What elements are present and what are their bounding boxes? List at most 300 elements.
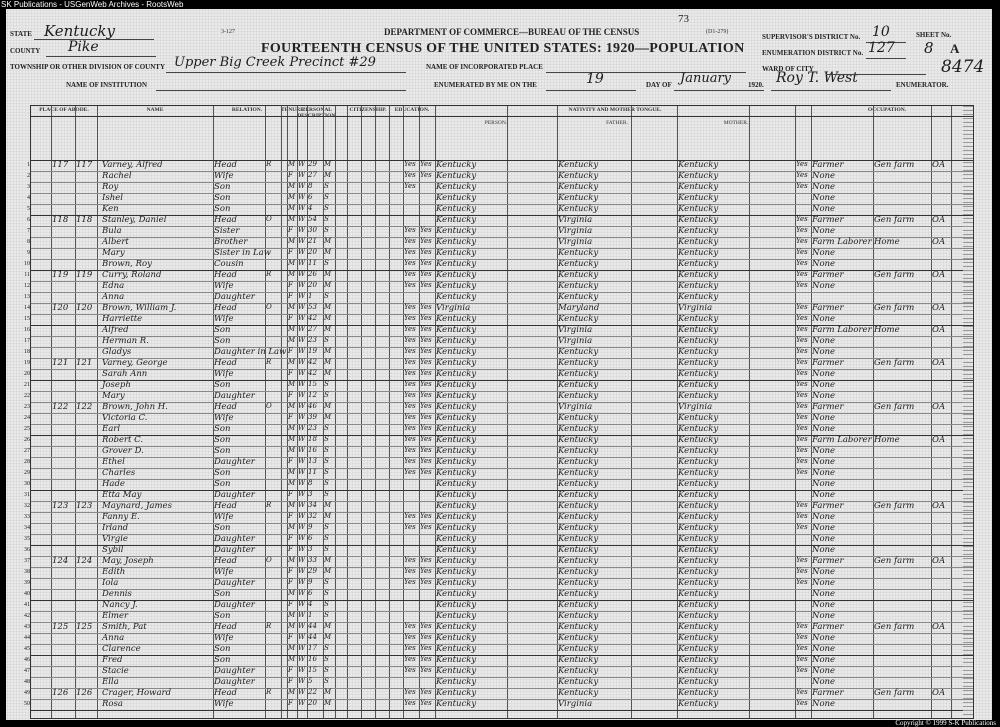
cell-read: Yes: [404, 358, 416, 366]
cell-sex: M: [288, 402, 296, 410]
cell-mbp: Kentucky: [678, 226, 719, 236]
cell-mbp: Kentucky: [678, 358, 719, 368]
cell-age: 22: [308, 688, 317, 696]
cell-mar: M: [324, 303, 332, 311]
cell-occ: None: [812, 182, 836, 192]
cell-fbp: Kentucky: [558, 468, 599, 478]
cell-bp: Kentucky: [436, 402, 477, 412]
cell-race: W: [298, 655, 306, 663]
cell-race: W: [298, 325, 306, 333]
cell-race: W: [298, 468, 306, 476]
cell-write: Yes: [420, 567, 432, 575]
cell-bp: Kentucky: [436, 435, 477, 445]
cell-mbp: Kentucky: [678, 424, 719, 434]
cell-mbp: Kentucky: [678, 600, 719, 610]
cell-read: Yes: [404, 424, 416, 432]
cell-fbp: Virginia: [558, 325, 593, 335]
cell-mar: M: [324, 633, 332, 641]
row-number: 20: [24, 371, 30, 377]
cell-occ: Farm Laborer: [812, 325, 872, 335]
cell-name: May, Joseph: [102, 556, 154, 566]
cell-read: Yes: [404, 303, 416, 311]
enumeration-district-value: 127: [868, 40, 895, 56]
cell-ind: Home: [874, 435, 900, 445]
cell-occ: Farmer: [812, 303, 844, 313]
cell-age: 42: [308, 358, 317, 366]
cell-race: W: [298, 160, 306, 168]
cell-race: W: [298, 501, 306, 509]
cell-mbp: Kentucky: [678, 655, 719, 665]
cell-mbp: Kentucky: [678, 182, 719, 192]
cell-write: Yes: [420, 171, 432, 179]
cell-occ: None: [812, 600, 836, 610]
cell-own: O: [266, 556, 272, 564]
cell-write: Yes: [420, 160, 432, 168]
cell-rel: Wife: [214, 633, 234, 643]
cell-write: Yes: [420, 435, 432, 443]
cell-eng: Yes: [796, 237, 808, 245]
cell-eng: Yes: [796, 556, 808, 564]
cell-dwell: 126: [52, 688, 69, 698]
cell-ind: Gen farm: [874, 270, 915, 280]
cell-mbp: Kentucky: [678, 215, 719, 225]
cell-sex: M: [288, 193, 296, 201]
cell-eng: Yes: [796, 501, 808, 509]
cell-occ: None: [812, 336, 836, 346]
cell-sex: F: [288, 314, 293, 322]
cell-mbp: Kentucky: [678, 369, 719, 379]
cell-name: Roy: [102, 182, 119, 192]
cell-mbp: Kentucky: [678, 446, 719, 456]
cell-mbp: Kentucky: [678, 160, 719, 170]
row-number: 17: [24, 338, 30, 344]
cell-eng: Yes: [796, 413, 808, 421]
cell-write: Yes: [420, 325, 432, 333]
cell-age: 9: [308, 523, 313, 531]
row-number: 3: [27, 184, 30, 190]
cell-fbp: Virginia: [558, 402, 593, 412]
cell-bp: Kentucky: [436, 534, 477, 544]
cell-mar: S: [324, 545, 329, 553]
cell-fam: 118: [76, 215, 93, 225]
cell-mbp: Kentucky: [678, 633, 719, 643]
row-number: 32: [24, 503, 30, 509]
cell-rel: Son: [214, 325, 231, 335]
row-number: 24: [24, 415, 30, 421]
cell-bp: Kentucky: [436, 699, 477, 709]
cell-fbp: Kentucky: [558, 523, 599, 533]
cell-eng: Yes: [796, 358, 808, 366]
cell-mbp: Kentucky: [678, 391, 719, 401]
cell-race: W: [298, 611, 306, 619]
cell-occ: None: [812, 259, 836, 269]
cell-name: Dennis: [102, 589, 132, 599]
row-number: 21: [24, 382, 30, 388]
cell-sex: M: [288, 501, 296, 509]
row-number: 15: [24, 316, 30, 322]
cell-sex: M: [288, 215, 296, 223]
cell-fam: 122: [76, 402, 93, 412]
cell-race: W: [298, 424, 306, 432]
cell-rel: Son: [214, 424, 231, 434]
cell-dwell: 119: [52, 270, 69, 280]
census-sheet: [6, 9, 992, 720]
cell-eng: Yes: [796, 270, 808, 278]
cell-race: W: [298, 336, 306, 344]
cell-mbp: Kentucky: [678, 688, 719, 698]
cell-sex: F: [288, 677, 293, 685]
cell-bp: Kentucky: [436, 622, 477, 632]
cell-name: Ken: [102, 204, 119, 214]
cell-read: Yes: [404, 347, 416, 355]
cell-bp: Kentucky: [436, 281, 477, 291]
cell-sex: F: [288, 347, 293, 355]
cell-ind: Gen farm: [874, 622, 915, 632]
cell-race: W: [298, 699, 306, 707]
cell-age: 30: [308, 226, 317, 234]
cell-mar: M: [324, 567, 332, 575]
enumerator-name: Roy T. West: [776, 70, 858, 86]
row-number: 14: [24, 305, 30, 311]
cell-fbp: Kentucky: [558, 666, 599, 676]
cell-age: 27: [308, 325, 317, 333]
cell-mbp: Virginia: [678, 402, 713, 412]
cell-own: O: [266, 303, 272, 311]
cell-rel: Head: [214, 556, 237, 566]
row-number: 5: [27, 206, 30, 212]
cell-name: Robert C.: [102, 435, 144, 445]
cell-own: R: [266, 160, 272, 168]
month-value: January: [680, 71, 732, 86]
cell-age: 29: [308, 567, 317, 575]
cell-bp: Kentucky: [436, 325, 477, 335]
cell-bp: Kentucky: [436, 259, 477, 269]
margin-tally-strip: [963, 106, 973, 718]
cell-age: 4: [308, 204, 313, 212]
cell-write: Yes: [420, 270, 432, 278]
cell-bp: Kentucky: [436, 633, 477, 643]
cell-occ: None: [812, 545, 836, 555]
cell-race: W: [298, 182, 306, 190]
cell-cls: OA: [932, 325, 946, 335]
cell-bp: Kentucky: [436, 171, 477, 181]
cell-fbp: Kentucky: [558, 633, 599, 643]
cell-bp: Kentucky: [436, 490, 477, 500]
cell-name: Sybil: [102, 545, 124, 555]
cell-cls: OA: [932, 435, 946, 445]
cell-bp: Kentucky: [436, 589, 477, 599]
cell-ind: Gen farm: [874, 402, 915, 412]
cell-eng: Yes: [796, 325, 808, 333]
cell-rel: Wife: [214, 171, 234, 181]
row-number: 28: [24, 459, 30, 465]
cell-read: Yes: [404, 369, 416, 377]
cell-occ: Farmer: [812, 556, 844, 566]
cell-occ: None: [812, 281, 836, 291]
cell-fbp: Kentucky: [558, 688, 599, 698]
cell-sex: F: [288, 226, 293, 234]
cell-read: Yes: [404, 391, 416, 399]
cell-fbp: Kentucky: [558, 391, 599, 401]
cell-eng: Yes: [796, 457, 808, 465]
cell-own: R: [266, 501, 272, 509]
cell-age: 15: [308, 666, 317, 674]
cell-write: Yes: [420, 336, 432, 344]
cell-read: Yes: [404, 688, 416, 696]
cell-mbp: Kentucky: [678, 292, 719, 302]
cell-occ: None: [812, 468, 836, 478]
cell-rel: Son: [214, 336, 231, 346]
cell-age: 11: [308, 259, 317, 267]
row-number: 22: [24, 393, 30, 399]
cell-fbp: Kentucky: [558, 534, 599, 544]
cell-rel: Head: [214, 402, 237, 412]
cell-ind: Gen farm: [874, 501, 915, 511]
cell-race: W: [298, 292, 306, 300]
cell-mar: S: [324, 259, 329, 267]
cell-name: Joseph: [102, 380, 131, 390]
cell-ind: Gen farm: [874, 688, 915, 698]
cell-name: Nancy J.: [102, 600, 138, 610]
cell-write: Yes: [420, 226, 432, 234]
cell-mbp: Kentucky: [678, 699, 719, 709]
row-number: 40: [24, 591, 30, 597]
cell-occ: None: [812, 424, 836, 434]
cell-mar: S: [324, 490, 329, 498]
cell-dwell: 122: [52, 402, 69, 412]
cell-occ: Farmer: [812, 358, 844, 368]
cell-occ: Farmer: [812, 270, 844, 280]
cell-name: Anna: [102, 633, 125, 643]
row-number: 11: [24, 272, 30, 278]
cell-race: W: [298, 523, 306, 531]
cell-sex: F: [288, 534, 293, 542]
cell-fbp: Kentucky: [558, 270, 599, 280]
cell-cls: OA: [932, 688, 946, 698]
cell-bp: Kentucky: [436, 446, 477, 456]
cell-read: Yes: [404, 182, 416, 190]
cell-age: 53: [308, 303, 317, 311]
cell-cls: OA: [932, 237, 946, 247]
cell-name: Rachel: [102, 171, 132, 181]
cell-age: 9: [308, 578, 313, 586]
cell-race: W: [298, 171, 306, 179]
cell-write: Yes: [420, 578, 432, 586]
cell-sex: M: [288, 622, 296, 630]
cell-mbp: Kentucky: [678, 611, 719, 621]
cell-eng: Yes: [796, 336, 808, 344]
cell-sex: F: [288, 633, 293, 641]
cell-bp: Kentucky: [436, 567, 477, 577]
cell-eng: Yes: [796, 314, 808, 322]
row-number: 26: [24, 437, 30, 443]
cell-read: Yes: [404, 248, 416, 256]
cell-bp: Kentucky: [436, 523, 477, 533]
cell-rel: Daughter: [214, 292, 255, 302]
sheet-value: 8: [924, 39, 934, 57]
cell-bp: Kentucky: [436, 501, 477, 511]
cell-mbp: Kentucky: [678, 468, 719, 478]
cell-age: 54: [308, 215, 317, 223]
cell-write: Yes: [420, 402, 432, 410]
cell-write: Yes: [420, 457, 432, 465]
cell-age: 20: [308, 248, 317, 256]
cell-rel: Daughter: [214, 545, 255, 555]
section-header: NATIVITY AND MOTHER TONGUE.: [568, 107, 662, 113]
cell-sex: M: [288, 479, 296, 487]
cell-mbp: Kentucky: [678, 281, 719, 291]
cell-bp: Kentucky: [436, 336, 477, 346]
cell-race: W: [298, 644, 306, 652]
cell-name: Etta May: [102, 490, 142, 500]
cell-bp: Kentucky: [436, 292, 477, 302]
cell-write: Yes: [420, 237, 432, 245]
cell-mbp: Kentucky: [678, 259, 719, 269]
cell-mar: M: [324, 501, 332, 509]
cell-mar: S: [324, 226, 329, 234]
cell-mbp: Kentucky: [678, 677, 719, 687]
cell-rel: Head: [214, 303, 237, 313]
cell-race: W: [298, 402, 306, 410]
cell-name: Ethel: [102, 457, 125, 467]
cell-name: Curry, Roland: [102, 270, 162, 280]
cell-age: 16: [308, 655, 317, 663]
cell-race: W: [298, 391, 306, 399]
cell-eng: Yes: [796, 281, 808, 289]
cell-bp: Kentucky: [436, 391, 477, 401]
cell-occ: None: [812, 391, 836, 401]
cell-sex: M: [288, 380, 296, 388]
cell-rel: Son: [214, 589, 231, 599]
cell-eng: Yes: [796, 402, 808, 410]
cell-rel: Cousin: [214, 259, 244, 269]
cell-name: Maynard, James: [102, 501, 172, 511]
cell-age: 20: [308, 699, 317, 707]
row-number: 29: [24, 470, 30, 476]
cell-race: W: [298, 567, 306, 575]
cell-sex: M: [288, 688, 296, 696]
cell-bp: Kentucky: [436, 666, 477, 676]
cell-cls: OA: [932, 556, 946, 566]
cell-eng: Yes: [796, 380, 808, 388]
cell-race: W: [298, 600, 306, 608]
cell-age: 34: [308, 501, 317, 509]
cell-write: Yes: [420, 556, 432, 564]
cell-fbp: Kentucky: [558, 171, 599, 181]
cell-rel: Daughter: [214, 677, 255, 687]
cell-read: Yes: [404, 270, 416, 278]
cell-mbp: Kentucky: [678, 380, 719, 390]
cell-rel: Sister: [214, 226, 240, 236]
cell-mbp: Kentucky: [678, 479, 719, 489]
cell-mar: S: [324, 182, 329, 190]
cell-age: 44: [308, 633, 317, 641]
row-number: 43: [24, 624, 30, 630]
row-number: 39: [24, 580, 30, 586]
cell-eng: Yes: [796, 468, 808, 476]
cell-age: 27: [308, 171, 317, 179]
cell-own: O: [266, 215, 272, 223]
cell-rel: Daughter: [214, 600, 255, 610]
row-number: 33: [24, 514, 30, 520]
cell-mar: M: [324, 160, 332, 168]
cell-eng: Yes: [796, 688, 808, 696]
row-number: 10: [24, 261, 30, 267]
cell-sex: M: [288, 611, 296, 619]
cell-fbp: Kentucky: [558, 479, 599, 489]
cell-race: W: [298, 446, 306, 454]
cell-mbp: Kentucky: [678, 204, 719, 214]
cell-race: W: [298, 435, 306, 443]
cell-bp: Virginia: [436, 303, 471, 313]
cell-sex: M: [288, 325, 296, 333]
cell-eng: Yes: [796, 160, 808, 168]
cell-rel: Daughter: [214, 666, 255, 676]
cell-ind: Gen farm: [874, 160, 915, 170]
cell-eng: Yes: [796, 666, 808, 674]
cell-bp: Kentucky: [436, 413, 477, 423]
cell-rel: Head: [214, 688, 237, 698]
cell-bp: Kentucky: [436, 578, 477, 588]
form-code: (D1-279): [706, 29, 729, 35]
cell-eng: Yes: [796, 391, 808, 399]
cell-rel: Son: [214, 523, 231, 533]
cell-name: Virgie: [102, 534, 128, 544]
incorporated-place-label: NAME OF INCORPORATED PLACE: [426, 63, 543, 71]
row-number: 30: [24, 481, 30, 487]
cell-name: Sarah Ann: [102, 369, 148, 379]
cell-cls: OA: [932, 270, 946, 280]
cell-write: Yes: [420, 303, 432, 311]
cell-read: Yes: [404, 622, 416, 630]
cell-race: W: [298, 347, 306, 355]
cell-bp: Kentucky: [436, 182, 477, 192]
enumerated-label: ENUMERATED BY ME ON THE: [434, 81, 537, 89]
cell-dwell: 120: [52, 303, 69, 313]
cell-age: 42: [308, 314, 317, 322]
row-number: 2: [27, 173, 30, 179]
cell-occ: None: [812, 369, 836, 379]
cell-eng: Yes: [796, 512, 808, 520]
cell-occ: None: [812, 490, 836, 500]
cell-rel: Son: [214, 468, 231, 478]
cell-fbp: Kentucky: [558, 248, 599, 258]
cell-bp: Kentucky: [436, 204, 477, 214]
cell-fbp: Kentucky: [558, 193, 599, 203]
cell-name: Bula: [102, 226, 122, 236]
row-number: 41: [24, 602, 30, 608]
cell-rel: Son: [214, 611, 231, 621]
enumerated-day: 19: [586, 71, 604, 87]
section-header: PLACE OF ABODE.: [39, 107, 89, 113]
cell-cls: OA: [932, 303, 946, 313]
cell-mar: S: [324, 666, 329, 674]
cell-mbp: Kentucky: [678, 534, 719, 544]
cell-bp: Kentucky: [436, 270, 477, 280]
cell-age: 20: [308, 281, 317, 289]
cell-mar: S: [324, 204, 329, 212]
cell-race: W: [298, 237, 306, 245]
cell-age: 16: [308, 446, 317, 454]
section-header: TENURE.: [281, 107, 306, 113]
cell-age: 3: [308, 545, 313, 553]
cell-age: 6: [308, 589, 313, 597]
cell-bp: Kentucky: [436, 160, 477, 170]
cell-write: Yes: [420, 259, 432, 267]
cell-name: Harriette: [102, 314, 143, 324]
cell-race: W: [298, 677, 306, 685]
cell-ind: Home: [874, 237, 900, 247]
